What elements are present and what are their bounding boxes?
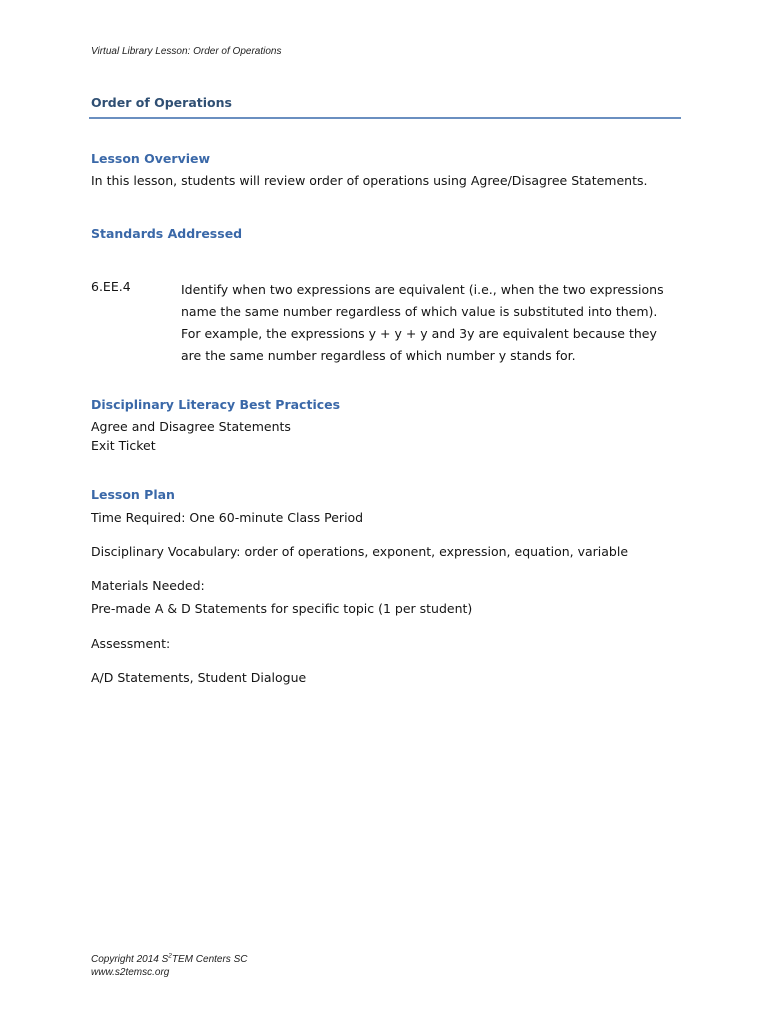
lesson-overview-heading: Lesson Overview	[91, 151, 211, 166]
materials-label: Materials Needed:	[91, 578, 205, 593]
standards-heading: Standards Addressed	[91, 226, 243, 241]
standard-code: 6.EE.4	[91, 279, 131, 294]
literacy-item: Agree and Disagree Statements	[91, 419, 291, 434]
assessment-text: A/D Statements, Student Dialogue	[91, 670, 307, 685]
running-header: Virtual Library Lesson: Order of Operations	[91, 46, 282, 57]
website-link[interactable]: www.s2temsc.org	[91, 967, 170, 978]
literacy-item: Exit Ticket	[91, 438, 156, 453]
document-title: Order of Operations	[91, 95, 232, 110]
copyright-line: Copyright 2014 $S^2TEM$ Centers SC	[91, 952, 248, 965]
literacy-heading: Disciplinary Literacy Best Practices	[91, 397, 341, 412]
lesson-plan-heading: Lesson Plan	[91, 487, 175, 502]
standard-description: Identify when two expressions are equivalent (i.e., when the two expressions name the same number regardless of which value is substituted into them). For example, the expressions y + y + y and 3y are equivalent because they are the same number regardless of which number y stands for.	[181, 282, 664, 363]
title-underline	[89, 117, 681, 119]
disciplinary-vocabulary: Disciplinary Vocabulary: order of operations, exponent, expression, equation, variable	[91, 544, 629, 559]
time-required: Time Required: One 60-minute Class Period	[91, 510, 364, 525]
lesson-overview-text: In this lesson, students will review order of operations using Agree/Disagree Statements.	[91, 173, 648, 188]
assessment-label: Assessment:	[91, 636, 171, 651]
materials-text: Pre-made A & D Statements for specific topic (1 per student)	[91, 601, 473, 616]
footer	[91, 953, 247, 979]
